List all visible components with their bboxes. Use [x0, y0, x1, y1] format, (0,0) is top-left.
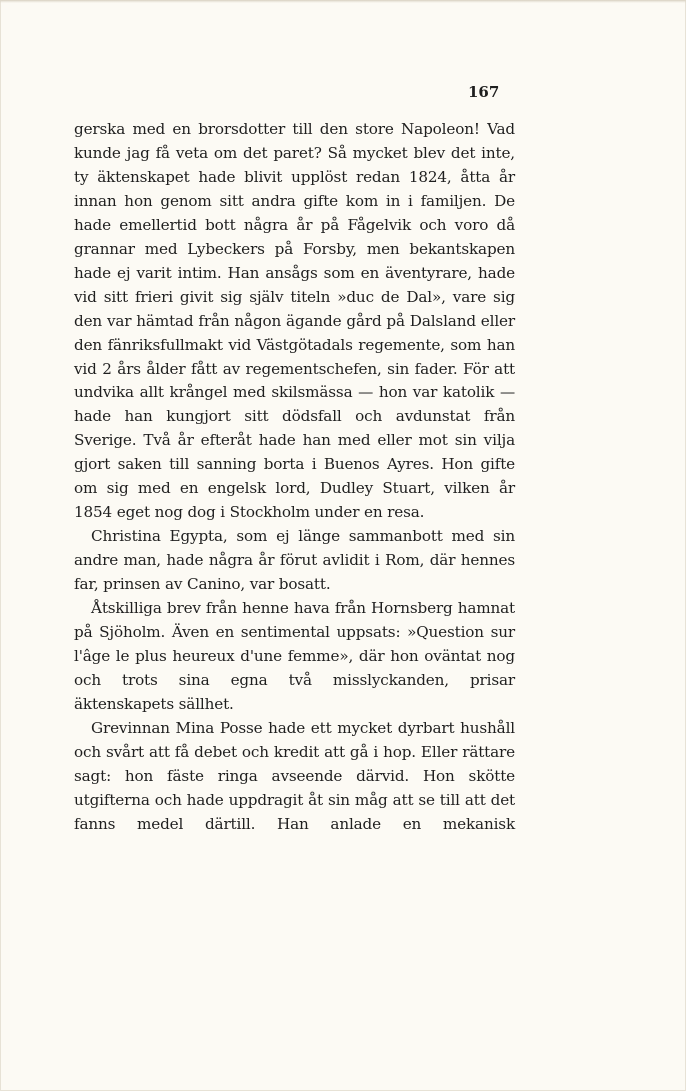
paragraph-3: Åtskilliga brev från henne hava från Hornsberg hamnat på Sjöholm. Även en sentimental uppsats: »Question sur l'âge le plus heureux d'une femme», där hon oväntat nog och trots sina egna två misslyckanden, prisar äktenskapets sällhet. [74, 599, 515, 713]
paragraph-2: Christina Egypta, som ej länge sammanbott med sin andre man, hade några år förut avlidit i Rom, där hennes far, prinsen av Canino, var bosatt. [74, 527, 515, 594]
page-number: 167 [468, 83, 500, 101]
body-text [74, 118, 515, 837]
paragraph-4: Grevinnan Mina Posse hade ett mycket dyrbart hushåll och svårt att få debet och kredit att gå i hop. Eller rättare sagt: hon fäste ringa avseende därvid. Hon skötte utgifterna och hade uppdragit åt sin måg att se till att det fanns medel därtill. Han anlade en mekanisk [74, 718, 515, 833]
page-top-edge [0, 0, 686, 3]
paragraph-1: gerska med en brorsdotter till den store Napoleon! Vad kunde jag få veta om det paret? Så mycket blev det inte, ty äktenskapet hade blivit upplöst redan 1824, åtta år innan hon genom sitt andra gifte kom in i familjen. De hade emellertid bott några år på Fågelvik och voro då grannar med Lybeckers på Forsby, men bekantskapen hade ej varit intim. Han ansågs som en äventyrare, hade vid sitt frieri givit sig själv titeln »duc de Dal», vare sig den var hämtad från någon ägande gård på Dalsland eller den fänriksfullmakt vid Västgötadals regemente, som han vid 2 års ålder fått av regementschefen, sin fader. För att undvika allt krångel med skilsmässa — hon var katolik — hade han kungjort sitt dödsfall och avdunstat från Sverige. Två år efteråt hade han med eller mot sin vilja gjort saken till sanning borta i Buenos Ayres. Hon gifte om sig med en engelsk lord, Dudley Stuart, vilken år 1854 eget nog dog i Stockholm under en resa. [74, 120, 515, 522]
